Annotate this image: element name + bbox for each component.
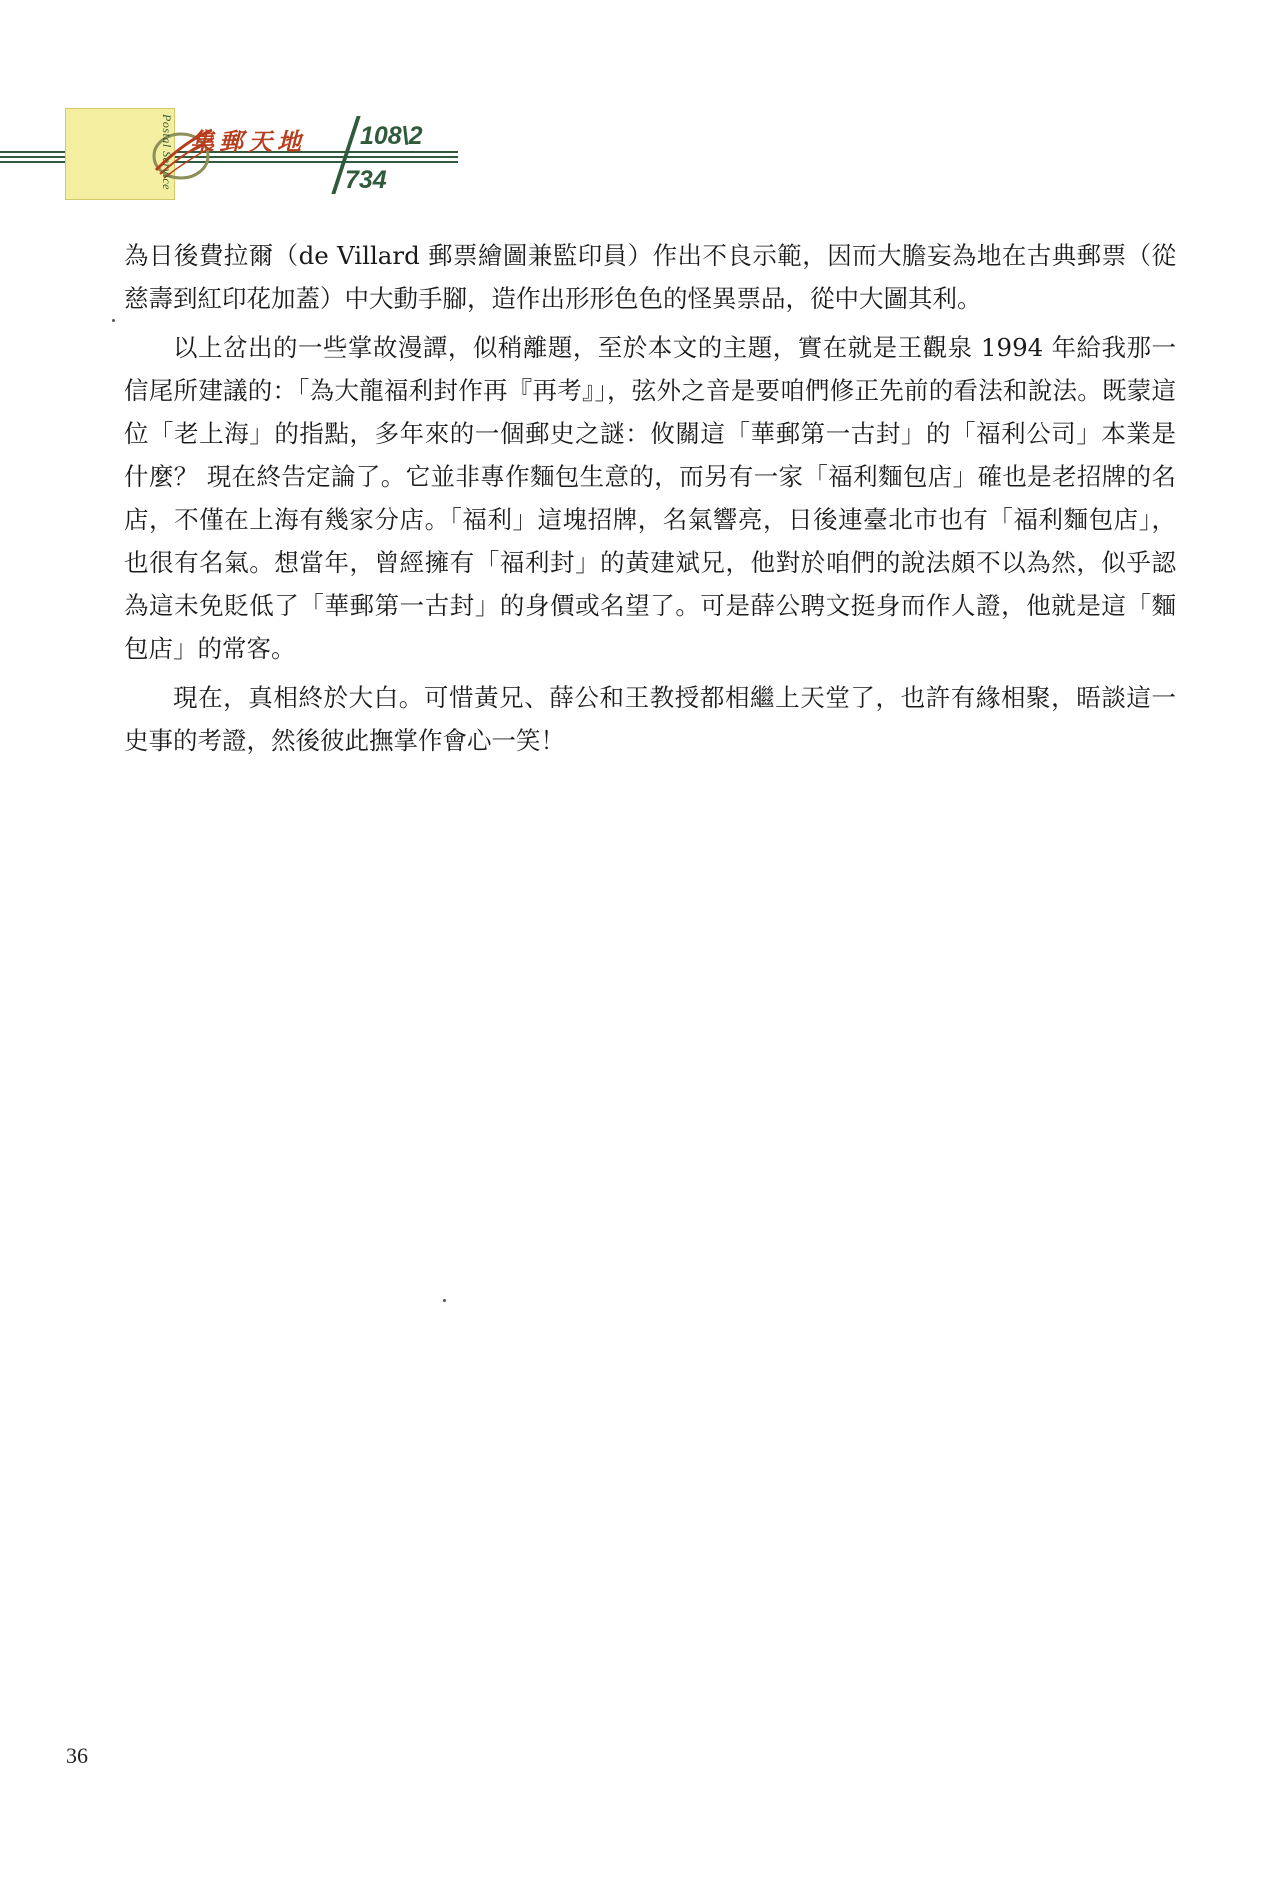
magazine-logo (65, 108, 175, 200)
magazine-header (0, 108, 470, 200)
scan-speck (112, 319, 115, 322)
magazine-title: 集郵天地 (190, 127, 306, 156)
paragraph: 現在，真相終於大白。可惜黃兄、薛公和王教授都相繼上天堂了，也許有緣相聚，晤談這一史事的考證，然後彼此撫掌作會心一笑！ (124, 683, 1176, 755)
paragraph-continuation: 為日後費拉爾（de Villard 郵票繪圖兼監印員）作出不良示範，因而大膽妄為地在古典郵票（從慈壽到紅印花加蓋）中大動手腳，造作出形形色色的怪異票品，從中大圖其利。 (124, 241, 1176, 313)
logo-side-text: Postal Service (160, 114, 174, 190)
article-body (124, 234, 1176, 762)
paragraph: 以上岔出的一些掌故漫譚，似稍離題，至於本文的主題，實在就是王觀泉 1994 年給我那一信尾所建議的：「為大龍福利封作再『再考』」，弦外之音是要咱們修正先前的看法和說法。既蒙這位「老上海」的指點，多年來的一個郵史之謎：攸關這「華郵第一古封」的「福利公司」本業是什麼？ 現在終告定論了。它並非專作麵包生意的，而另有一家「福利麵包店」確也是老招牌的名店，不僅在上海有幾家分店。「福利」這塊招牌，名氣響亮，日後連臺北市也有「福利麵包店」，也很有名氣。想當年，曾經擁有「福利封」的黃建斌兄，他對於咱們的說法頗不以為然，似乎認為這未免貶低了「華郵第一古封」的身價或名望了。可是薛公聘文挺身而作人證，他就是這「麵包店」的常客。 (124, 333, 1176, 663)
issue-volume: 108\2 (360, 122, 423, 150)
scan-speck (443, 1299, 446, 1302)
issue-number: 734 (345, 166, 387, 194)
page-number: 36 (66, 1743, 88, 1768)
